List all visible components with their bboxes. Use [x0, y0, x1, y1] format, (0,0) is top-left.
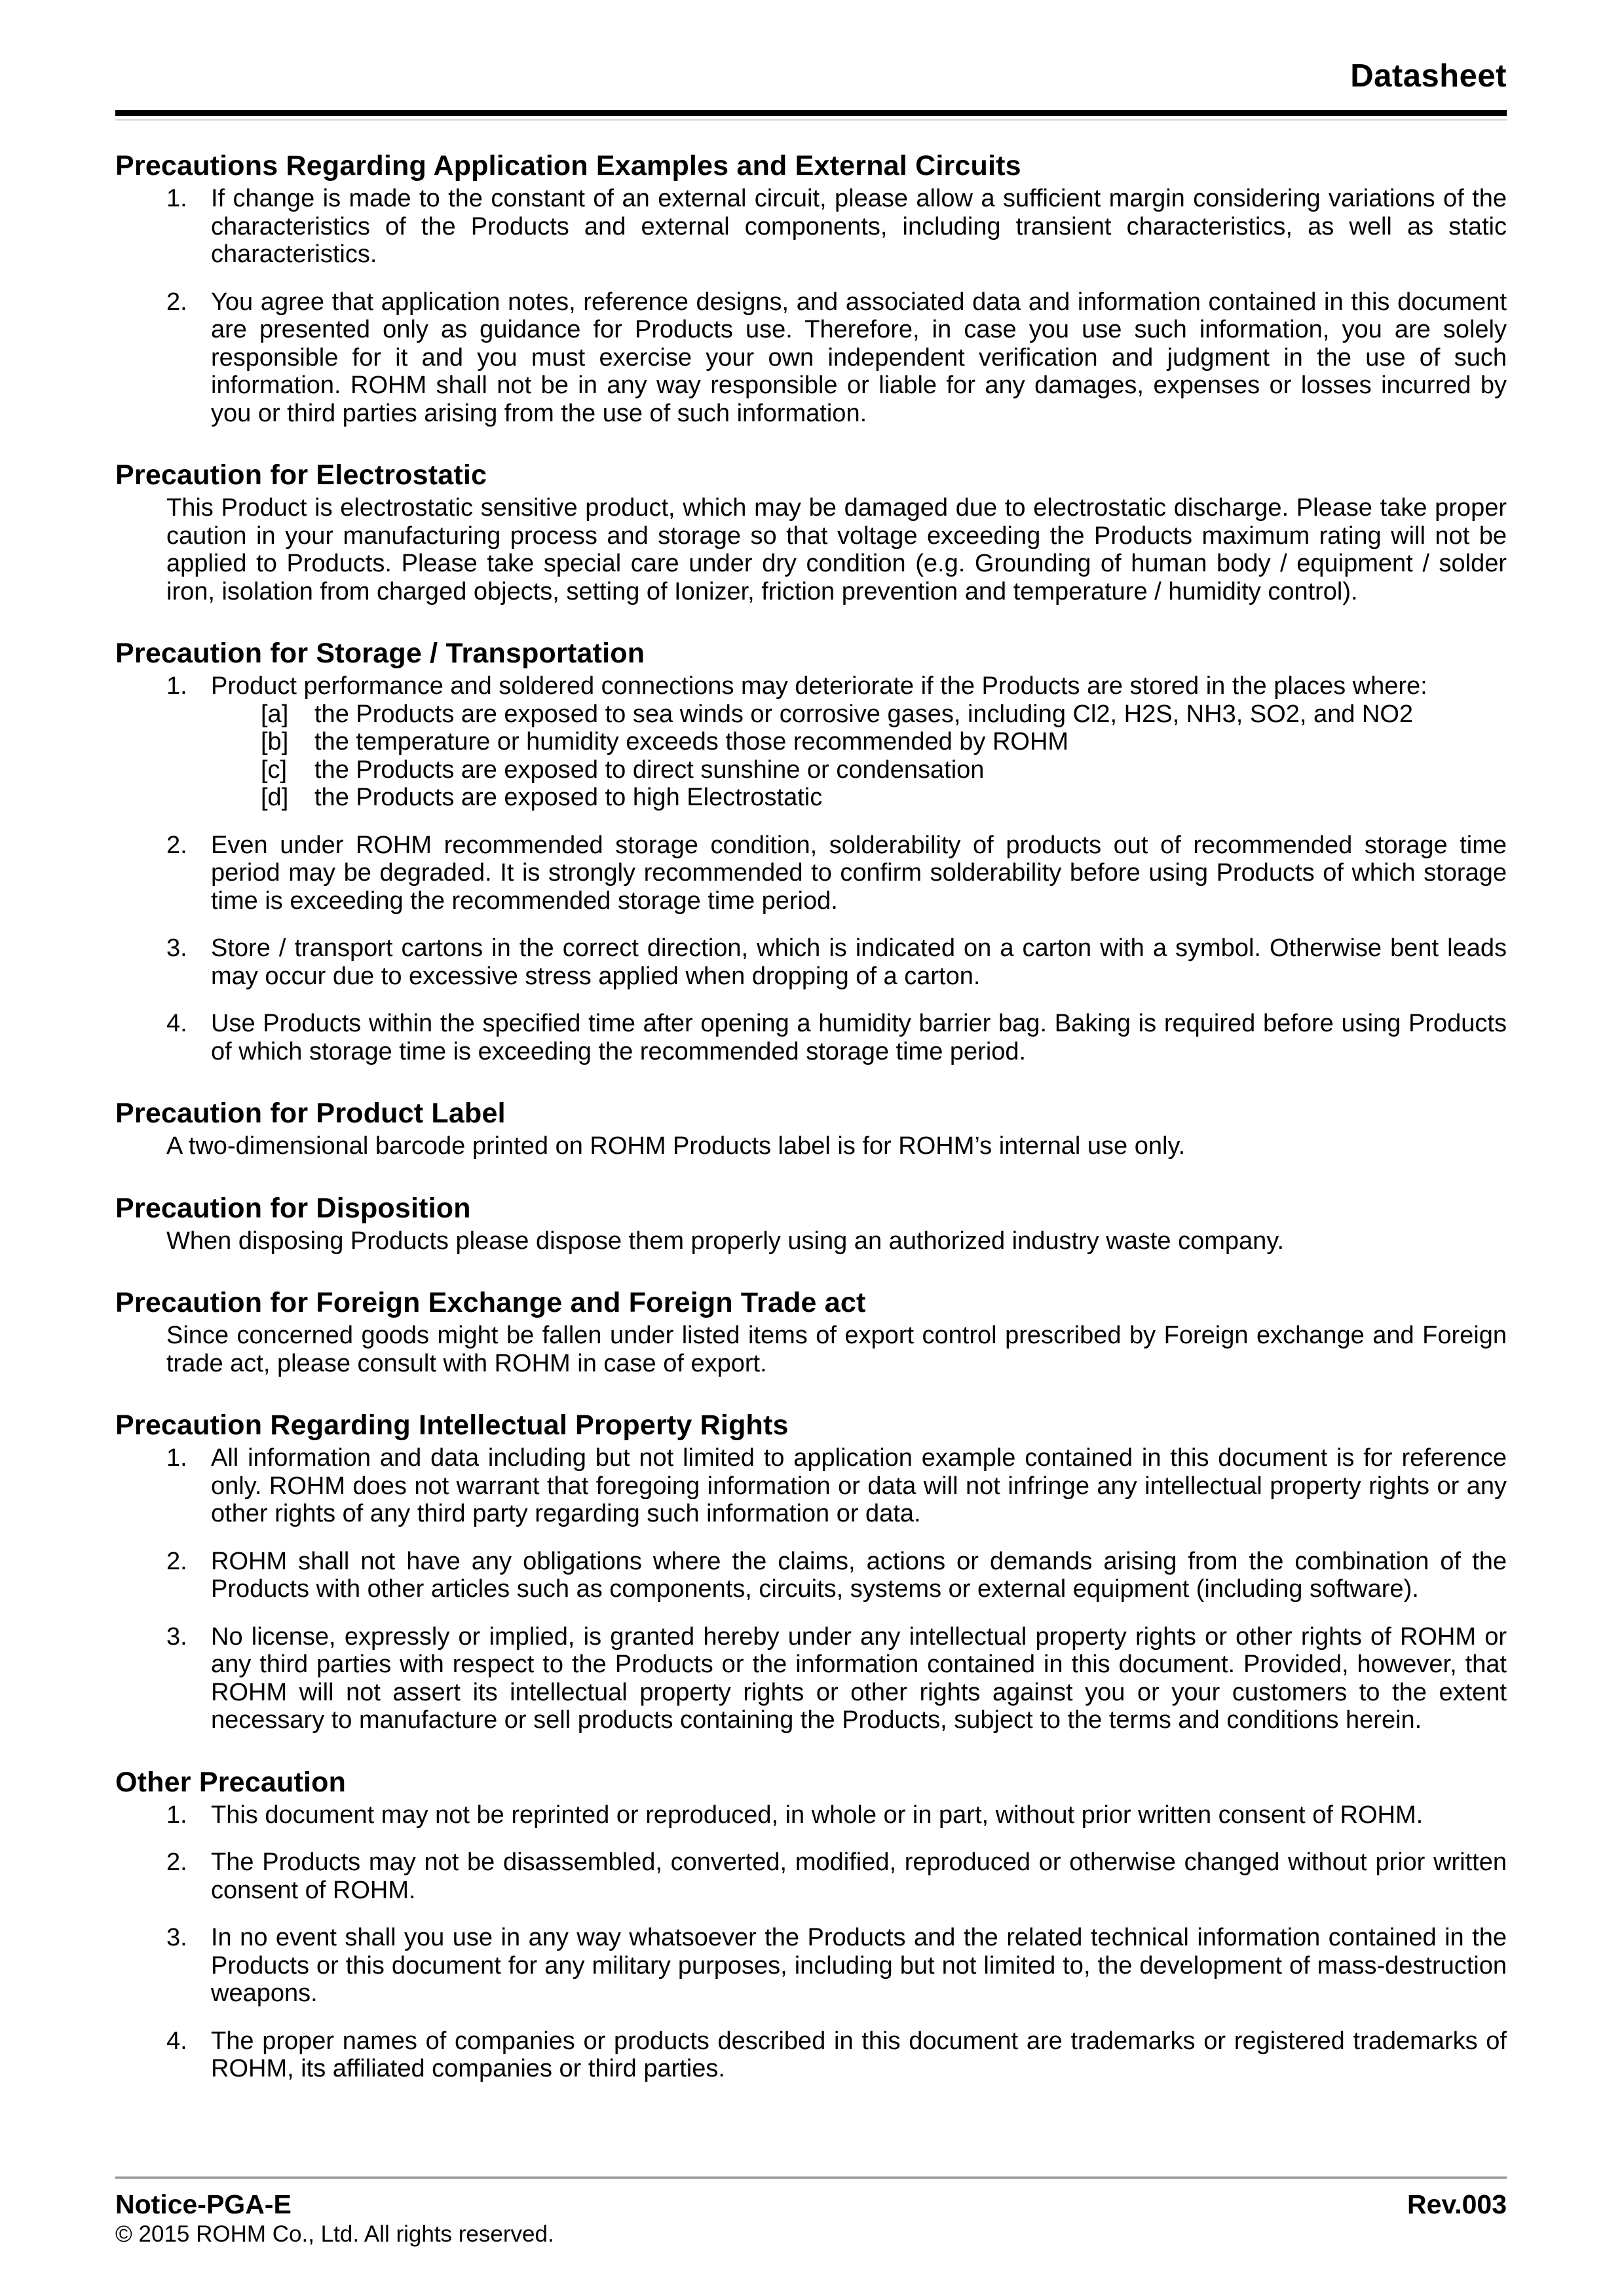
item-text: ROHM shall not have any obligations where the claims, actions or demands arising from the combination of the Products with other articles such as components, circuits, systems or external equipment (including software). [211, 1547, 1507, 1603]
list-item [115, 185, 1507, 269]
sub-item-label: [d] [261, 784, 289, 811]
section-other-precaution [115, 1766, 1507, 2083]
sub-item-text: the Products are exposed to sea winds or corrosive gases, including Cl2, H2S, NH3, SO2, and NO2 [314, 700, 1414, 728]
page-title: Datasheet [1350, 58, 1507, 94]
item-number: 2. [166, 288, 187, 316]
item-number: 2. [166, 831, 187, 859]
list-item [115, 1444, 1507, 1528]
header-rule-shadow [115, 119, 1507, 121]
section-intellectual-property [115, 1409, 1507, 1734]
section-heading: Precaution for Disposition [115, 1192, 471, 1224]
list-item [115, 1801, 1507, 1829]
section-storage-transportation [115, 637, 1507, 1065]
section-application-examples [115, 149, 1507, 427]
list-item [115, 672, 1507, 812]
list-item [115, 832, 1507, 915]
header-rule [115, 110, 1507, 116]
item-number: 3. [166, 1924, 187, 1951]
section-heading: Precaution for Electrostatic [115, 459, 487, 491]
sub-item-text: the Products are exposed to high Electrostatic [314, 784, 823, 811]
item-number: 4. [166, 2027, 187, 2055]
item-text: The Products may not be disassembled, converted, modified, reproduced or otherwise changed without prior written consent of ROHM. [211, 1848, 1507, 1904]
item-number: 4. [166, 1010, 187, 1037]
section-paragraph: This Product is electrostatic sensitive product, which may be damaged due to electrostatic discharge. Please take proper caution in your manufacturing process and storage so that voltage exceeding the Products maximum rating will not be applied to Products. Please take special care under dry condition (e.g. Grounding of human body / equipment / solder iron, isolation from charged objects, setting of Ionizer, friction prevention and temperature / humidity control). [166, 494, 1507, 605]
item-number: 2. [166, 1547, 187, 1575]
footer-revision: Rev.003 [1407, 2189, 1507, 2219]
item-number: 1. [166, 1444, 187, 1472]
item-text: Even under ROHM recommended storage condition, solderability of products out of recommended storage time period may be degraded. It is strongly recommended to confirm solderability before using Products of which storage time is exceeding the recommended storage time period. [211, 831, 1507, 915]
item-text: Use Products within the specified time after opening a humidity barrier bag. Baking is required before using Products of which storage time is exceeding the recommended storage time period. [211, 1010, 1507, 1065]
sub-item-label: [b] [261, 728, 289, 756]
item-text: The proper names of companies or products described in this document are trademarks or registered trademarks of ROHM, its affiliated companies or third parties. [211, 2027, 1507, 2082]
footer-copyright: © 2015 ROHM Co., Ltd. All rights reserved. [115, 2221, 554, 2247]
list-item [115, 1548, 1507, 1603]
item-text: Product performance and soldered connections may deteriorate if the Products are stored in the places where: [211, 672, 1427, 700]
item-number: 2. [166, 1848, 187, 1876]
list-item [115, 288, 1507, 428]
section-heading: Precaution for Storage / Transportation [115, 638, 645, 669]
sub-item-label: [c] [261, 756, 288, 784]
sub-list-item [211, 700, 1507, 729]
sub-list-item [211, 756, 1507, 784]
list-item [115, 1623, 1507, 1734]
sub-list [211, 700, 1507, 812]
item-number: 1. [166, 672, 187, 700]
sub-list-item [211, 784, 1507, 812]
item-number: 1. [166, 1801, 187, 1829]
item-text: Store / transport cartons in the correct direction, which is indicated on a carton with a symbol. Otherwise bent leads may occur due to excessive stress applied when dropping of a carton. [211, 934, 1507, 990]
section-paragraph: When disposing Products please dispose them properly using an authorized industry waste company. [166, 1227, 1285, 1255]
item-text: In no event shall you use in any way whatsoever the Products and the related technical information contained in the Products or this document for any military purposes, including but not limited to, the development of mass-destruction weapons. [211, 1924, 1507, 2007]
section-paragraph: A two-dimensional barcode printed on ROHM Products label is for ROHM’s internal use only. [166, 1132, 1186, 1160]
sub-item-text: the temperature or humidity exceeds those recommended by ROHM [314, 728, 1069, 756]
section-heading: Precautions Regarding Application Examples and External Circuits [115, 150, 1021, 182]
section-electrostatic [115, 459, 1507, 605]
item-text: This document may not be reprinted or reproduced, in whole or in part, without prior written consent of ROHM. [211, 1801, 1424, 1829]
list-item [115, 934, 1507, 990]
item-text: If change is made to the constant of an external circuit, please allow a sufficient margin considering variations of the characteristics of the Products and external components, including transient characteristics, as well as static characteristics. [211, 185, 1507, 268]
list-item [115, 1010, 1507, 1065]
section-heading: Precaution for Product Label [115, 1098, 506, 1129]
section-paragraph: Since concerned goods might be fallen under listed items of export control prescribed by Foreign exchange and Foreign trade act, please consult with ROHM in case of export. [166, 1322, 1507, 1377]
item-number: 1. [166, 185, 187, 212]
item-text: You agree that application notes, reference designs, and associated data and information contained in this document are presented only as guidance for Products use. Therefore, in case you use such information, you are solely responsible for it and you must exercise your own independent verification and judgment in the use of such information. ROHM shall not be in any way responsible or liable for any damages, expenses or losses incurred by you or third parties arising from the use of such information. [211, 288, 1507, 427]
section-disposition [115, 1192, 1507, 1255]
page-footer [115, 2176, 1507, 2248]
item-text: All information and data including but not limited to application example contained in this document is for reference only. ROHM does not warrant that foregoing information or data will not infringe any intellectual property rights or any other rights of any third party regarding such information or data. [211, 1444, 1507, 1527]
sub-item-label: [a] [261, 700, 289, 728]
list-item [115, 2027, 1507, 2083]
list-item [115, 1924, 1507, 2008]
section-heading: Precaution Regarding Intellectual Property Rights [115, 1409, 789, 1441]
sub-list-item [211, 728, 1507, 756]
item-number: 3. [166, 934, 187, 962]
section-heading: Other Precaution [115, 1766, 347, 1798]
section-product-label [115, 1097, 1507, 1160]
section-foreign-exchange [115, 1286, 1507, 1377]
item-text: No license, expressly or implied, is granted hereby under any intellectual property rights or other rights of ROHM or any third parties with respect to the Products or the information contained in this document. Provided, however, that ROHM will not assert its intellectual property rights or other rights against you or your customers to the extent necessary to manufacture or sell products containing the Products, subject to the terms and conditions herein. [211, 1622, 1507, 1734]
list-item [115, 1848, 1507, 1904]
item-number: 3. [166, 1622, 187, 1651]
sub-item-text: the Products are exposed to direct sunshine or condensation [314, 756, 985, 784]
footer-doc-id: Notice-PGA-E [115, 2189, 292, 2219]
page-content [115, 0, 1507, 2083]
section-heading: Precaution for Foreign Exchange and Foreign Trade act [115, 1287, 866, 1318]
footer-rule [115, 2176, 1507, 2179]
